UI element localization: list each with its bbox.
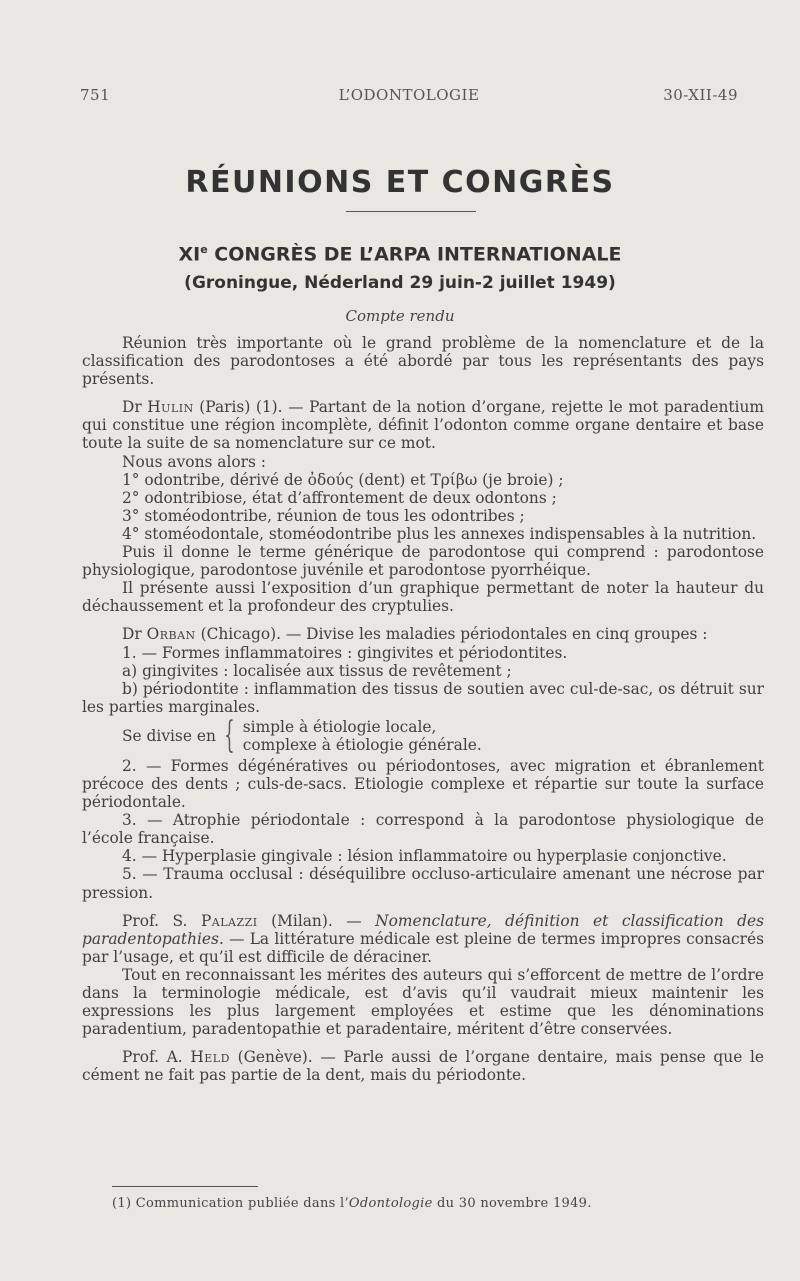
page-number: 751 — [80, 86, 111, 104]
orban-group-3: 3. — Atrophie périodontale : correspond à la parodontose physiologique de l’école française. — [82, 811, 764, 848]
list-item: 2° odontribiose, état d’affrontement de deux odontons ; — [122, 488, 557, 507]
list-item: 3° stoméodontribe, réunion de tous les odontribes ; — [122, 506, 525, 525]
brace-line: simple à étiologie locale, — [242, 717, 437, 736]
palazzi-paragraph-2: Tout en reconnaissant les mérites des auteurs qui s’efforcent de mettre de l’ordre dans la terminologie médicale, est d’avis qu’il vaudrait mieux maintenir les expressions les plus largement employées et estime que les dénominations paradentium, paradentopathie et paradentaire, méritent d’être conservées. — [82, 965, 764, 1039]
journal-title: L’ODONTOLOGIE — [338, 86, 480, 104]
brace-label: Se divise en — [122, 726, 216, 745]
section-title: RÉUNIONS ET CONGRÈS — [185, 165, 615, 200]
hulin-graph: Il présente aussi l’exposition d’un graphique permettant de noter la hauteur du déchaussement et la profondeur des cryptulies. — [82, 579, 764, 616]
title-divider — [346, 211, 476, 212]
congress-title: XIe CONGRÈS DE L’ARPA INTERNATIONALE — [178, 243, 622, 266]
hulin-lead: Nous avons alors : — [122, 452, 266, 471]
intro-paragraph: Réunion très importante où le grand problème de la nomenclature et de la classification des parodontoses a été abordé par tous les représentants des pays présents. — [82, 334, 764, 389]
article-body — [82, 334, 764, 1084]
report-label: Compte rendu — [345, 307, 455, 325]
orban-group-2: 2. — Formes dégénératives ou périodontoses, avec migration et ébranlement précoce des dents ; culs-de-sacs. Etiologie complexe et répartie sur toute la surface périodontale. — [82, 756, 764, 812]
brace-lines — [243, 718, 482, 754]
issue-date: 30-XII-49 — [663, 86, 738, 104]
held-paragraph: Prof. A. Held (Genève). — Parle aussi de l’organe dentaire, mais pense que le cément ne fait pas partie de la dent, mais du périodonte. — [82, 1048, 764, 1085]
footnote-divider — [112, 1186, 258, 1187]
list-item: 4° stoméodontale, stoméodontribe plus les annexes indispensables à la nutrition. — [122, 524, 757, 543]
hulin-paragraph: Dr Hulin (Paris) (1). — Partant de la notion d’organe, rejette le mot paradentium qui constitue une région incomplète, définit l’odonton comme organe dentaire et base toute la suite de sa nomenclature sur ce mot. — [82, 398, 764, 453]
orban-paragraph: Dr Orban (Chicago). — Divise les maladies périodontales en cinq groupes : — [122, 625, 708, 644]
orban-group-4: 4. — Hyperplasie gingivale : lésion inflammatoire ou hyperplasie conjonctive. — [122, 847, 727, 866]
brace-block — [122, 714, 764, 756]
orban-group-1: 1. — Formes inflammatoires : gingivites et périodontites. — [122, 643, 568, 662]
brace-glyph: { — [224, 714, 235, 756]
footnote: (1) Communication publiée dans l’Odontologie du 30 novembre 1949. — [112, 1196, 592, 1211]
orban-group-5: 5. — Trauma occlusal : déséquilibre occluso-articulaire amenant une nécrose par pression. — [82, 865, 764, 902]
congress-location: (Groningue, Néderland 29 juin-2 juillet 1949) — [184, 273, 616, 293]
brace-line: complexe à étiologie générale. — [242, 735, 482, 754]
hulin-general: Puis il donne le terme générique de parodontose qui comprend : parodontose physiologique, parodontose juvénile et parodontose pyorrhéique. — [82, 543, 764, 580]
list-item: 1° odontribe, dérivé de ὀδούς (dent) et Τρίβω (je broie) ; — [122, 470, 564, 489]
orban-group-a: a) gingivites : localisée aux tissus de revêtement ; — [122, 661, 512, 680]
orban-group-b: b) périodontite : inflammation des tissus de soutien avec cul-de-sac, os détruit sur les parties marginales. — [82, 679, 764, 716]
palazzi-paragraph: Prof. S. Palazzi (Milan). — Nomenclature, définition et classification des paradentopathies. — La littérature médicale est pleine de termes impropres consacrés par l’usage, et qu’il est difficile de déraciner. — [82, 911, 764, 966]
